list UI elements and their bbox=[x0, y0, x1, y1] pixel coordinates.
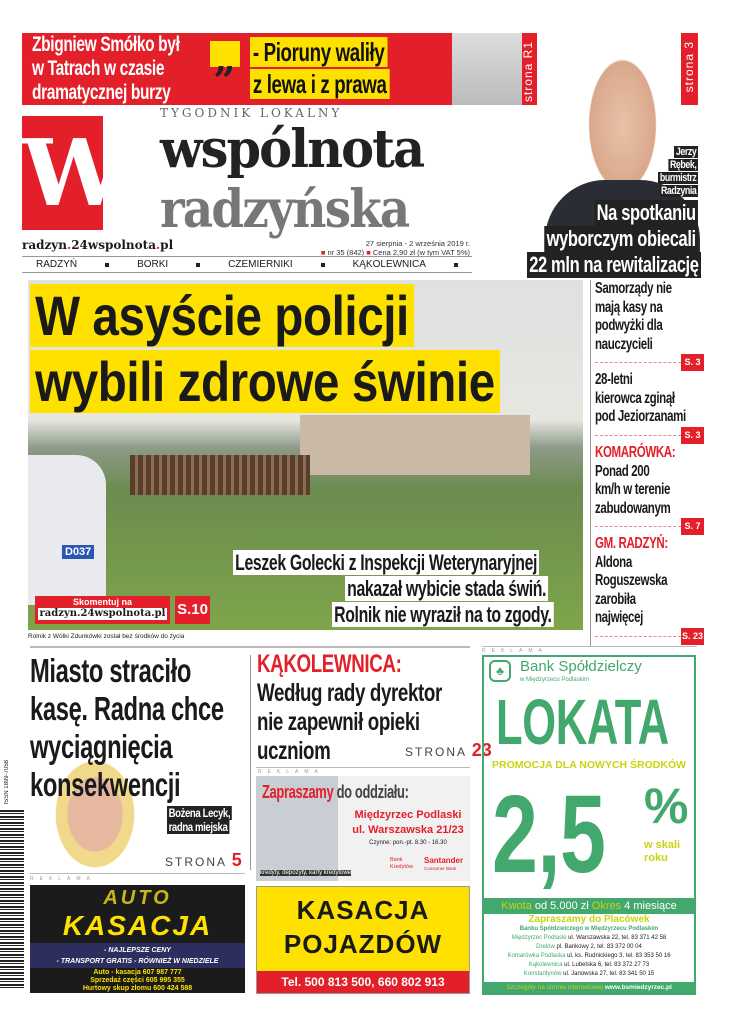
sidebar-item[interactable] bbox=[595, 371, 686, 427]
quote-mark-icon: „ bbox=[210, 41, 240, 67]
text-line bbox=[595, 526, 681, 527]
text-line: Miasto straciło bbox=[30, 652, 191, 689]
text-line: Leszek Golecki z Inspekcji Weterynaryjnej bbox=[233, 550, 539, 575]
divider bbox=[30, 873, 245, 874]
text-line: radzyn bbox=[22, 238, 67, 252]
main-subline-3 bbox=[332, 602, 554, 628]
text-line: ■ bbox=[320, 247, 328, 257]
text-line: Bożena Lecyk, bbox=[168, 806, 231, 820]
sidebar-page-ref[interactable]: S. 7 bbox=[681, 518, 704, 535]
car-tag: D037 bbox=[62, 545, 94, 559]
masthead-title-1: wspólnota bbox=[160, 119, 424, 180]
top-story-page-ref-strip[interactable] bbox=[681, 33, 698, 105]
text-line: ul. Warszawska 21/23 bbox=[352, 824, 464, 836]
teaser-lead bbox=[32, 33, 180, 105]
text-line: pod Jeziorzanami bbox=[595, 408, 686, 425]
text-line bbox=[595, 435, 681, 436]
rate-scale bbox=[644, 839, 680, 865]
santander-hours: Czynne: pon.-pt. 8.30 - 16.30 bbox=[369, 840, 447, 846]
text-line: Sprzedaż części 605 995 355 bbox=[90, 977, 185, 984]
main-page-ref[interactable]: S.10 bbox=[175, 596, 210, 624]
text-line bbox=[642, 172, 698, 185]
text-line: roku bbox=[644, 852, 668, 864]
text-line: wyciągnięcia bbox=[30, 728, 173, 765]
rate-value: 2,5 bbox=[492, 773, 606, 896]
text-line: Komarówka Podlaska bbox=[507, 953, 566, 959]
nav-kakolewnica[interactable]: KĄKOLEWNICA bbox=[352, 259, 426, 270]
text-line bbox=[642, 159, 698, 172]
auto-kasacja-ad[interactable] bbox=[30, 885, 245, 993]
text-line: Według rady dyrektor bbox=[257, 679, 442, 707]
text-line: radna miejska bbox=[168, 820, 228, 834]
text-line bbox=[484, 970, 694, 979]
nav-separator bbox=[321, 263, 325, 267]
text-line: w Tatrach w czasie bbox=[32, 57, 165, 80]
text-line: POJAZDÓW bbox=[283, 929, 443, 959]
text-line: najwięcej bbox=[595, 609, 643, 626]
sidebar-item[interactable] bbox=[595, 535, 668, 628]
text-line: zabudowanym bbox=[595, 499, 671, 517]
santander-ad[interactable] bbox=[256, 776, 470, 881]
sidebar-item[interactable] bbox=[595, 444, 675, 518]
santander-address bbox=[348, 808, 468, 838]
text-line: - Pioruny waliły bbox=[250, 37, 387, 67]
text-line: z lewa i z prawa bbox=[250, 69, 389, 99]
text-line: Kąkolewnica bbox=[528, 962, 563, 968]
comment-box[interactable] bbox=[35, 596, 170, 624]
teaser-page-ref: strona R1 bbox=[521, 41, 535, 103]
article2-page-ref[interactable] bbox=[405, 740, 492, 761]
text-line: Ponad 200 bbox=[595, 462, 650, 480]
main-photo-police-car bbox=[28, 455, 106, 605]
divider bbox=[256, 767, 470, 768]
photo-caption: Rolnik z Wólki Zdunkówki został bez środków do życia bbox=[28, 633, 185, 640]
text-line: kasę. Radna chce bbox=[30, 690, 224, 727]
text-line bbox=[642, 185, 698, 198]
councillor-caption bbox=[167, 806, 232, 834]
bank-logo-icon: ♣ bbox=[489, 660, 511, 682]
bank-footer bbox=[484, 982, 694, 993]
divider bbox=[30, 646, 470, 648]
text-line: ul. ks. Rudnickiego 3, tel. 83 353 50 16 bbox=[567, 953, 671, 959]
main-subline-1 bbox=[233, 550, 539, 576]
text-line bbox=[527, 252, 698, 278]
teaser-quote bbox=[250, 37, 389, 101]
text-line: ul. Warszawska 22, tel. 83 371 42 58 bbox=[568, 935, 667, 941]
masthead-title-2: radzyńska bbox=[160, 179, 409, 240]
text-line: wyborczym obiecali bbox=[544, 226, 698, 252]
percent-sign: % bbox=[644, 778, 689, 834]
bank-sub: w Międzyrzecu Podlaskim bbox=[520, 677, 590, 683]
site-url[interactable] bbox=[22, 238, 173, 252]
text-line bbox=[642, 146, 698, 159]
text-line: Kwota bbox=[501, 900, 532, 912]
auto-title: AUTO bbox=[103, 887, 172, 909]
nav-separator bbox=[196, 263, 200, 267]
text-line bbox=[527, 200, 698, 226]
issue-date: 27 sierpnia - 2 września 2019 r. bbox=[365, 239, 470, 248]
main-subline-2 bbox=[345, 576, 548, 602]
kasacja-title: KASACJA bbox=[62, 910, 213, 941]
nav-borki[interactable]: BORKI bbox=[137, 259, 169, 270]
bank-url[interactable]: www.bsmiedzyrzec.pl bbox=[604, 984, 672, 991]
text-line: Zapraszamy bbox=[262, 782, 334, 802]
divider bbox=[482, 646, 697, 647]
sidebar-page-ref[interactable]: S. 23 bbox=[681, 628, 704, 645]
bank-kredytow-logo: Bank Kredytów bbox=[390, 857, 413, 870]
text-line: 4 miesiące bbox=[624, 900, 677, 912]
comment-label: Skomentuj na bbox=[72, 597, 132, 607]
section-nav bbox=[22, 256, 472, 273]
issn: ISSN 1899-7058 bbox=[4, 760, 10, 805]
bank-ad[interactable] bbox=[482, 655, 696, 995]
ad-label: REKLAMA bbox=[258, 769, 324, 775]
text-line: Drelów bbox=[536, 944, 555, 950]
text-line: od 5.000 zł bbox=[534, 900, 589, 912]
text-line bbox=[484, 952, 694, 961]
text-line: Radzynia bbox=[660, 185, 697, 197]
text-line: Konstantynów bbox=[523, 971, 562, 977]
ad-label: REKLAMA bbox=[30, 876, 96, 882]
text-line: burmistrz bbox=[659, 172, 697, 184]
divider bbox=[250, 655, 251, 870]
text-line: Santander bbox=[424, 856, 464, 865]
mayor-caption bbox=[642, 146, 698, 198]
article1-headline[interactable] bbox=[30, 652, 224, 804]
text-line: 24wspolnota bbox=[71, 238, 156, 252]
text-line: 28-letni bbox=[595, 371, 633, 388]
bank-invite-sub: Banku Spółdzielczego w Międzyrzecu Podlaskim bbox=[519, 926, 659, 932]
text-line: - NAJLEPSZE CENY bbox=[104, 947, 171, 954]
text-line: nakazał wybicie stada świń. bbox=[345, 576, 548, 601]
sidebar-item[interactable] bbox=[595, 280, 672, 354]
sidebar-page-ref[interactable]: S. 3 bbox=[681, 354, 704, 371]
text-line: Roguszewska bbox=[595, 572, 668, 589]
text-line: . bbox=[155, 238, 161, 252]
text-line: Szczegóły na stronie internetowej bbox=[506, 984, 604, 991]
text-line: Rolnik nie wyraził na to zgody. bbox=[332, 602, 554, 627]
santander-logo bbox=[424, 856, 463, 872]
text-line bbox=[484, 943, 694, 952]
text-line: Rębek, bbox=[669, 159, 697, 171]
teaser-photo bbox=[452, 33, 522, 105]
santander-invite bbox=[262, 782, 409, 803]
text-line: 23 bbox=[471, 740, 492, 760]
text-line: Consumer Bank bbox=[424, 865, 457, 871]
kasacja-phone[interactable]: Tel. 500 813 500, 660 802 913 bbox=[257, 971, 469, 993]
main-headline-2[interactable] bbox=[30, 350, 500, 414]
text-line: konsekwencji bbox=[30, 766, 181, 803]
sidebar-page-ref[interactable]: S. 3 bbox=[681, 427, 704, 444]
text-line: Na spotkaniu bbox=[594, 200, 698, 226]
text-line bbox=[595, 636, 681, 637]
text-line: ■ bbox=[366, 247, 371, 257]
text-line: wybili zdrowe świnie bbox=[30, 350, 500, 413]
top-story-page-ref: strona 3 bbox=[682, 41, 696, 93]
nav-separator bbox=[454, 263, 458, 267]
auto-contacts bbox=[30, 969, 245, 993]
promo-label: PROMOCJA DLA NOWYCH ŚRODKÓW bbox=[492, 759, 687, 771]
branch-list bbox=[484, 934, 694, 979]
lokata-title: LOKATA bbox=[496, 686, 669, 758]
text-line: GM. RADZYŃ: bbox=[595, 535, 668, 552]
text-line: Okres bbox=[591, 900, 622, 912]
masthead-subtitle: TYGODNIK LOKALNY bbox=[160, 106, 343, 120]
text-line: W asyście policji bbox=[30, 284, 414, 347]
issue-price: Cena 2,90 zł (w tym VAT 5%) bbox=[372, 247, 470, 257]
text-line: KASACJA bbox=[296, 895, 430, 925]
text-line: ul. Lubelska 6, tel. 83 372 27 73 bbox=[564, 962, 650, 968]
text-line: nie zapewnił opieki bbox=[257, 708, 420, 736]
text-line bbox=[484, 961, 694, 970]
text-line: nauczycieli bbox=[595, 335, 653, 353]
text-line: w skali bbox=[644, 839, 681, 851]
deposit-terms bbox=[484, 898, 694, 914]
nav-czemierniki[interactable]: CZEMIERNIKI bbox=[228, 259, 293, 270]
logo[interactable]: W bbox=[22, 116, 103, 230]
text-line bbox=[167, 806, 232, 820]
text-line: Międzyrzec Podlaski bbox=[354, 809, 462, 821]
main-photo-fence bbox=[130, 455, 310, 495]
text-line bbox=[595, 362, 681, 363]
text-line: Auto - kasacja 607 987 777 bbox=[93, 969, 182, 976]
text-line: - TRANSPORT GRATIS - RÓWNIEŻ W NIEDZIELE bbox=[56, 958, 219, 965]
text-line: Międzyrzec Podlaski bbox=[511, 935, 567, 941]
bank-name: Bank Spółdzielczy bbox=[520, 658, 642, 675]
main-headline-1[interactable] bbox=[30, 284, 414, 348]
ad-label: REKLAMA bbox=[482, 648, 548, 654]
text-line: KOMARÓWKA: bbox=[595, 444, 676, 461]
kasacja-pojazdow-ad[interactable] bbox=[256, 886, 470, 994]
article1-page-number: 5 bbox=[231, 850, 242, 870]
text-line: Hurtowy skup złomu 600 424 588 bbox=[82, 985, 193, 992]
sidebar bbox=[590, 280, 735, 646]
main-photo-house bbox=[300, 415, 530, 475]
comment-url[interactable]: radzyn.24wspolnota.pl bbox=[39, 608, 166, 619]
santander-tagline: kredyty, depozyty, karty kredytowe bbox=[260, 870, 352, 876]
text-line: STRONA bbox=[405, 745, 467, 759]
article2-kicker: KĄKOLEWNICA: bbox=[257, 650, 402, 678]
text-line: pl. Bankowy 2, tel. 83 372 00 04 bbox=[556, 944, 642, 950]
text-line: Aldona bbox=[595, 553, 632, 571]
text-line: Zbigniew Smółko był bbox=[32, 33, 180, 56]
nav-separator bbox=[105, 263, 109, 267]
auto-benefits bbox=[30, 943, 245, 968]
text-line: pl bbox=[160, 238, 174, 252]
text-line: dramatycznej burzy bbox=[32, 81, 171, 104]
text-line bbox=[527, 226, 698, 252]
barcode bbox=[0, 810, 24, 990]
text-line: STRONA bbox=[165, 855, 227, 869]
text-line: 22 mln na rewitalizację bbox=[527, 252, 701, 278]
text-line: Samorządy nie bbox=[595, 280, 672, 297]
nav-radzyn[interactable]: RADZYŃ bbox=[35, 259, 78, 270]
text-line: kierowca zginął bbox=[595, 389, 675, 407]
text-line: zarobiła bbox=[595, 590, 636, 608]
text-line: km/h w terenie bbox=[595, 481, 670, 498]
text-line: mają kasy na bbox=[595, 298, 663, 316]
text-line: podwyżki dla bbox=[595, 317, 663, 334]
text-line: uczniom bbox=[257, 737, 331, 765]
text-line: ul. Janowska 27, tel. 83 341 50 15 bbox=[563, 971, 655, 977]
text-line bbox=[167, 820, 232, 834]
text-line: do oddziału: bbox=[336, 782, 409, 802]
text-line: Jerzy bbox=[675, 146, 697, 158]
text-line: . bbox=[67, 238, 72, 252]
top-story-headline[interactable] bbox=[527, 200, 698, 278]
text-line bbox=[484, 934, 694, 943]
issue-info bbox=[290, 240, 470, 257]
kasacja-title bbox=[257, 893, 469, 961]
issue-number: nr 35 (842) bbox=[327, 247, 365, 257]
article1-page-ref[interactable] bbox=[165, 850, 242, 871]
teaser-banner[interactable] bbox=[22, 33, 537, 105]
bank-invite: Zapraszamy do Placówek bbox=[528, 914, 650, 925]
